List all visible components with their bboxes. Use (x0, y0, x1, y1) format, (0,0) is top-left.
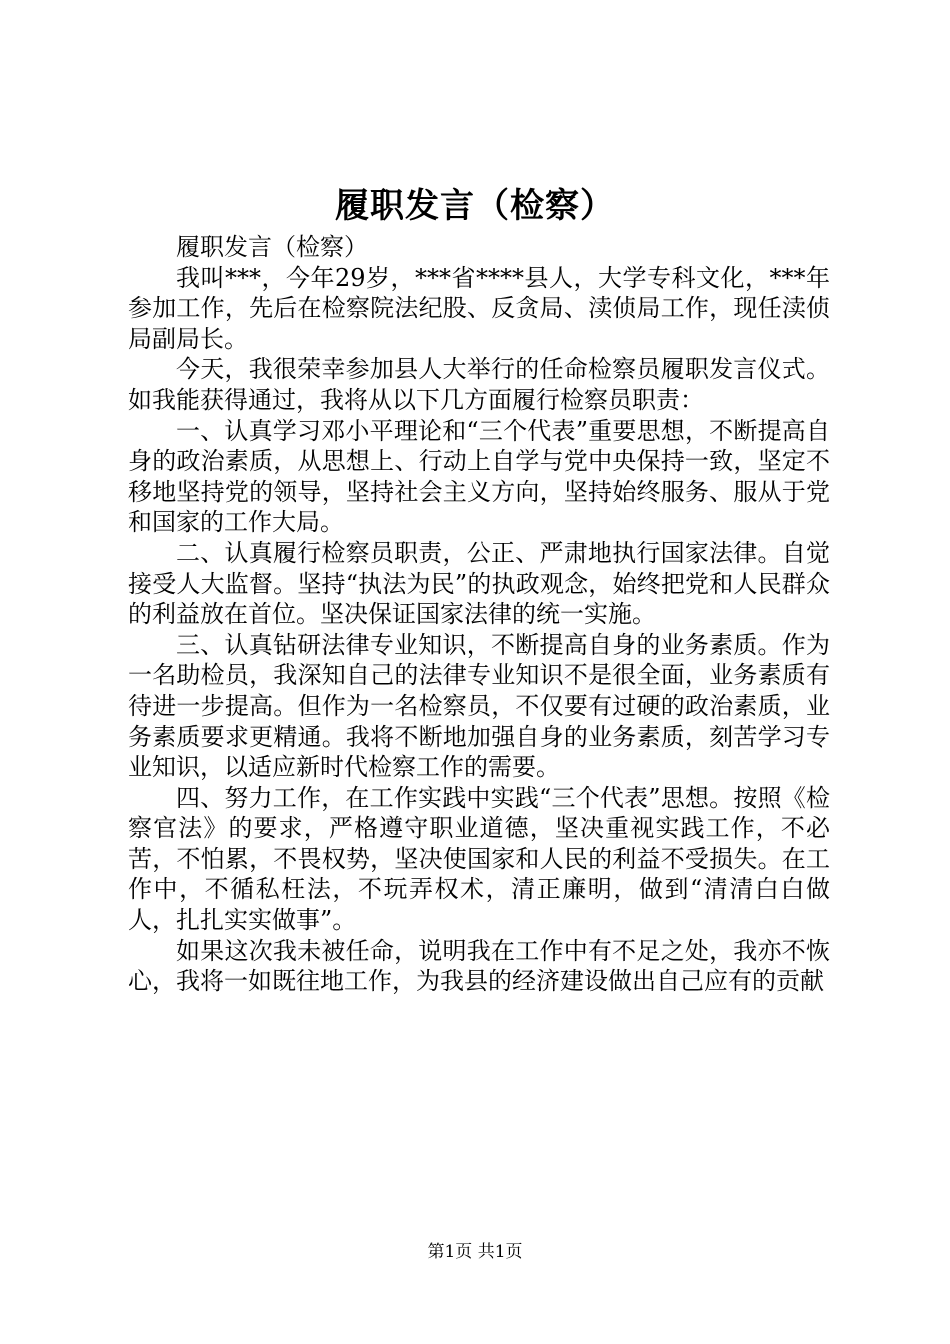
paragraph-closing: 如果这次我未被任命，说明我在工作中有不足之处，我亦不恢心，我将一如既往地工作，为我县的经济建设做出自己应有的贡献 (128, 936, 830, 996)
page-footer: 第1页 共1页 (427, 1242, 523, 1262)
paragraph-point-2: 二、认真履行检察员职责，公正、严肃地执行国家法律。自觉接受人大监督。坚持“执法为民”的执政观念，始终把党和人民群众的利益放在首位。坚决保证国家法律的统一实施。 (128, 538, 830, 629)
paragraph-occasion: 今天，我很荣幸参加县人大举行的任命检察员履职发言仪式。如我能获得通过，我将从以下几方面履行检察员职责： (128, 355, 830, 414)
paragraph-subtitle: 履职发言（检察） (176, 233, 368, 261)
paragraph-point-4: 四、努力工作，在工作实践中实践“三个代表”思想。按照《检察官法》的要求，严格遵守职业道德，坚决重视实践工作，不必苦，不怕累，不畏权势，坚决使国家和人民的利益不受损失。在工作中，不循私枉法，不玩弄权术，清正廉明，做到“清清白白做人，扎扎实实做事”。 (128, 783, 830, 935)
document-title: 履职发言（检察） (335, 186, 615, 226)
paragraph-point-1: 一、认真学习邓小平理论和“三个代表”重要思想，不断提高自身的政治素质，从思想上、行动上自学与党中央保持一致，坚定不移地坚持党的领导，坚持社会主义方向，坚持始终服务、服从于党和国家的工作大局。 (128, 416, 830, 537)
paragraph-intro: 我叫***，今年29岁，***省****县人，大学专科文化，***年参加工作，先后在检察院法纪股、反贪局、渎侦局工作，现任渎侦局副局长。 (128, 263, 830, 353)
document-body (128, 232, 830, 997)
paragraph-point-3: 三、认真钻研法律专业知识，不断提高自身的业务素质。作为一名助检员，我深知自己的法律专业知识不是很全面，业务素质有待进一步提高。但作为一名检察员，不仅要有过硬的政治素质，业务素质要求更精通。我将不断地加强自身的业务素质，刻苦学习专业知识，以适应新时代检察工作的需要。 (128, 630, 830, 782)
